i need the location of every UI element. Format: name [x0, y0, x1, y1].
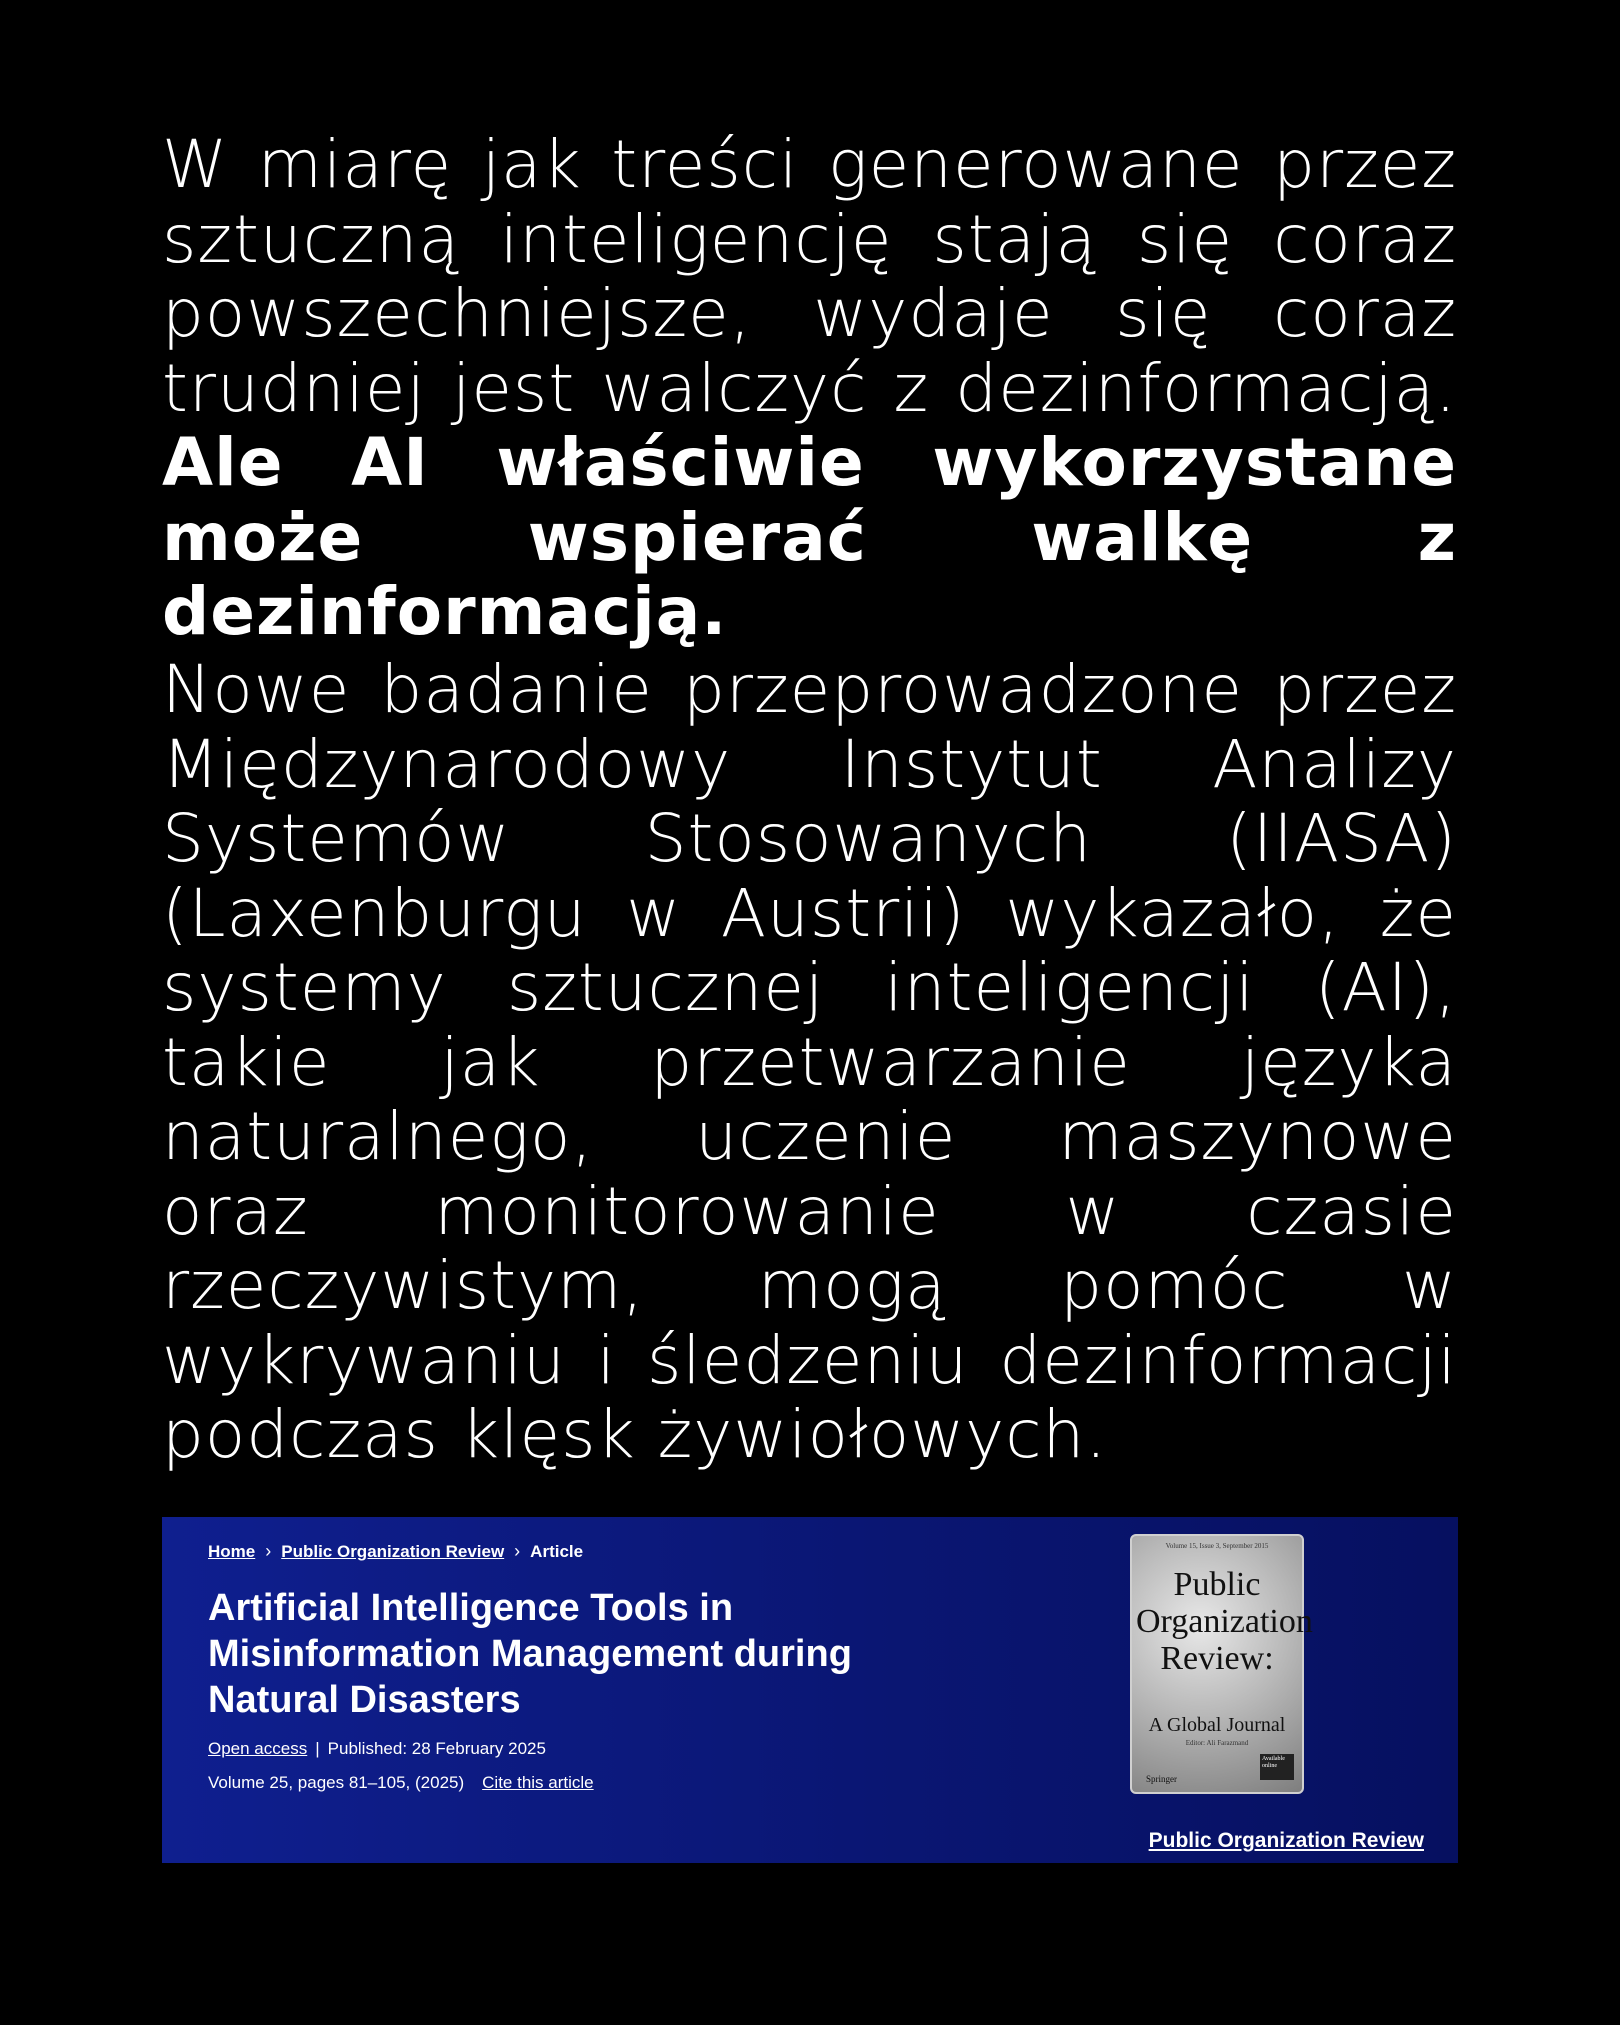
article-banner	[162, 1517, 1458, 1863]
intro-bold-text: Ale AI właściwie wykorzystane może wspierać walkę z dezinformacją.	[162, 424, 1457, 650]
breadcrumb-journal-link[interactable]: Public Organization Review	[281, 1541, 505, 1561]
cite-article-link[interactable]: Cite this article	[482, 1773, 594, 1792]
cover-editor: Editor: Ali Farazmand	[1185, 1739, 1249, 1747]
breadcrumb-separator: ›	[265, 1541, 272, 1561]
article-meta	[208, 1739, 546, 1759]
meta-divider: |	[315, 1739, 320, 1758]
cover-subtitle: A Global Journal	[1148, 1714, 1286, 1736]
cover-issue-line: Volume 15, Issue 3, September 2015	[1165, 1542, 1269, 1550]
open-access-link[interactable]: Open access	[208, 1739, 308, 1758]
article-volume-row	[208, 1773, 594, 1793]
volume-info: Volume 25, pages 81–105, (2025)	[208, 1773, 465, 1792]
article-title: Artificial Intelligence Tools in Misinformation Management during Natural Disasters	[208, 1587, 852, 1721]
journal-cover-image[interactable]	[1130, 1534, 1313, 1794]
journal-link[interactable]: Public Organization Review	[1148, 1829, 1424, 1852]
breadcrumb-home-link[interactable]: Home	[208, 1541, 256, 1561]
study-paragraph: Nowe badanie przeprowadzone przez Międzynarodowy Instytut Analizy Systemów Stosowanych (IIASA) (Laxenburgu w Austrii) wykazało, że systemy sztucznej inteligencji (AI), takie jak przetwarzanie języka naturalnego, uczenie maszynowe oraz monitorowanie w czasie rzeczywistym, mogą pomóc w wykrywaniu i śledzeniu dezinformacji podczas klęsk żywiołowych.	[162, 651, 1457, 1473]
cover-title: Public Organization Review:	[1136, 1566, 1313, 1677]
cover-available-badge: Available online	[1260, 1754, 1294, 1780]
cover-publisher-logo: Springer	[1146, 1774, 1177, 1784]
breadcrumb	[208, 1541, 583, 1562]
breadcrumb-separator: ›	[514, 1541, 521, 1561]
intro-paragraph	[162, 128, 1457, 650]
breadcrumb-current: Article	[530, 1541, 584, 1561]
intro-text: W miarę jak treści generowane przez sztuczną inteligencję stają się coraz powszechniejsze, wydaje się coraz trudniej jest walczyć z dezinformacją.	[162, 126, 1457, 427]
published-date: Published: 28 February 2025	[327, 1739, 546, 1758]
